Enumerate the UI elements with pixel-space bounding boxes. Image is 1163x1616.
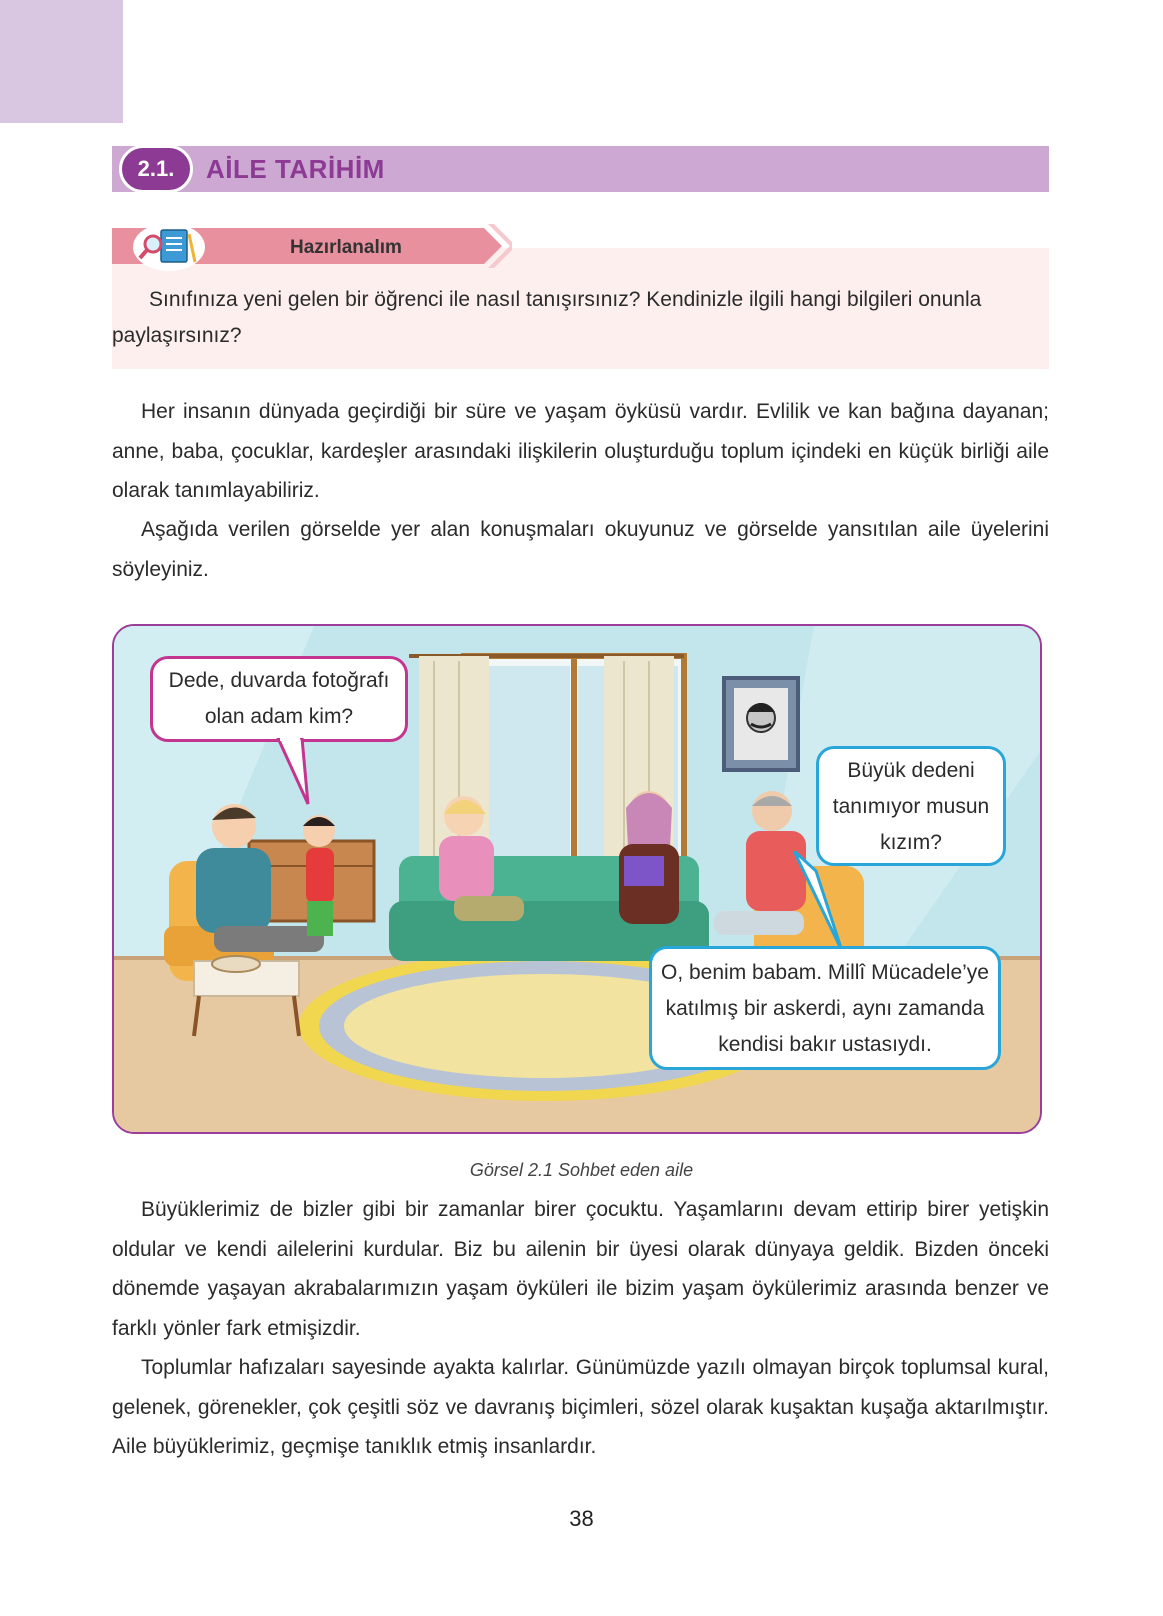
prep-question: Sınıfınıza yeni gelen bir öğrenci ile nasıl tanışırsınız? Kendinizle ilgili hangi bilgileri onunla paylaşırsınız? bbox=[112, 288, 982, 347]
paragraph-2: Aşağıda verilen görselde yer alan konuşmaları okuyunuz ve görselde yansıtılan aile üyelerini söyleyiniz. bbox=[112, 518, 1049, 581]
speech-bubble-girl bbox=[150, 656, 408, 742]
speech-bubble-grandma bbox=[816, 746, 1006, 866]
speech-bubble-grandpa bbox=[649, 946, 1001, 1070]
prep-label: Hazırlanalım bbox=[290, 237, 402, 258]
section-number-badge: 2.1. bbox=[119, 145, 193, 193]
speech-line: kızım? bbox=[880, 831, 942, 854]
figure-caption: Görsel 2.1 Sohbet eden aile bbox=[469, 1160, 694, 1180]
speech-line: kendisi bakır ustasıydı. bbox=[718, 1033, 932, 1056]
paragraph-4: Toplumlar hafızaları sayesinde ayakta kalırlar. Günümüzde yazılı olmayan birçok toplumsal kural, gelenek, görenekler, çok çeşitli söz ve davranış biçimleri, sözel olarak kuşaktan kuşağa aktarılmıştır. Aile büyüklerimiz, geçmişe tanıklık etmiş insanlardır. bbox=[112, 1356, 1049, 1458]
paragraph-1: Her insanın dünyada geçirdiği bir süre ve yaşam öyküsü vardır. Evlilik ve kan bağına dayanan; anne, baba, çocuklar, kardeşler arasındaki ilişkilerin oluşturduğu toplum içindeki en küçük birliği aile olarak tanımlayabiliriz. bbox=[112, 400, 1049, 502]
speech-tail-grandpa bbox=[786, 851, 846, 961]
speech-line: katılmış bir askerdi, aynı zamanda bbox=[665, 997, 985, 1020]
speech-line: O, benim babam. Millî Mücadele’ye bbox=[661, 961, 989, 984]
speech-line: Dede, duvarda fotoğrafı bbox=[168, 669, 390, 692]
speech-line: tanımıyor musun bbox=[832, 795, 990, 818]
section-title: AİLE TARİHİM bbox=[206, 154, 385, 184]
paragraph-3: Büyüklerimiz de bizler gibi bir zamanlar birer çocuktu. Yaşamlarını devam ettirip birer yetişkin oldular ve kendi ailelerini kurdular. Biz bu ailenin bir üyesi olarak dünyaya geldik. Bizden önceki dönemde yaşayan akrabalarımızın yaşam öyküleri ile bizim yaşam öykülerimiz arasında benzer ve farklı yönler fark etmişizdir. bbox=[112, 1198, 1049, 1340]
page-number: 38 bbox=[569, 1506, 594, 1531]
notebook-magnifier-icon bbox=[131, 222, 207, 272]
family-illustration bbox=[112, 624, 1042, 1134]
speech-line: Büyük dedeni bbox=[847, 759, 975, 782]
speech-tail-girl bbox=[274, 738, 314, 808]
speech-line: olan adam kim? bbox=[204, 705, 354, 728]
corner-color-block bbox=[0, 0, 123, 123]
